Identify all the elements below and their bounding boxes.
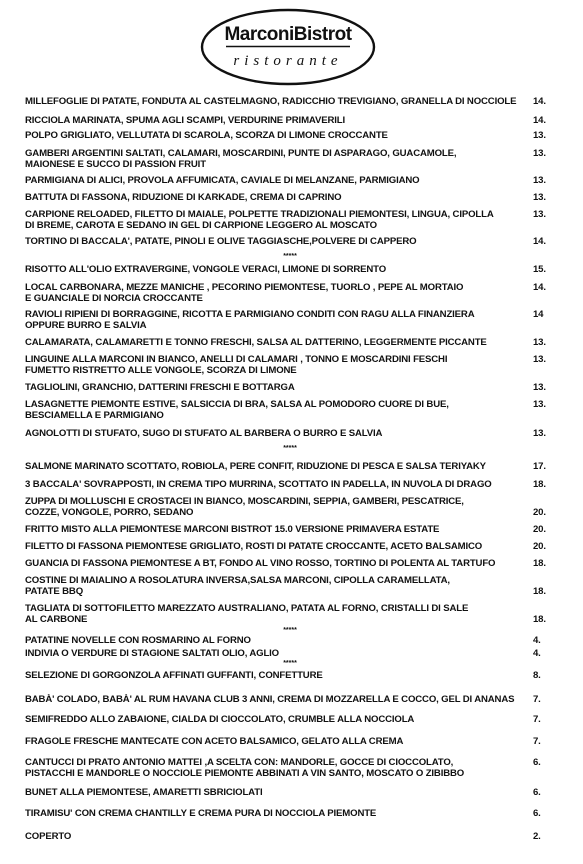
- dish-name: GUANCIA DI FASSONA PIEMONTESE A BT, FONDO AL VINO ROSSO, TORTINO DI POLENTA AL TARTUFO: [25, 558, 496, 569]
- dish-name: [25, 757, 530, 779]
- dish-price: 20.: [533, 541, 546, 552]
- dish-price: 13.: [533, 428, 546, 439]
- dish-name: COPERTO: [25, 831, 72, 842]
- menu-item: [25, 757, 561, 779]
- dish-price: 14.: [533, 115, 546, 126]
- dish-name: [25, 354, 530, 376]
- menu-item: [25, 148, 561, 170]
- dish-price: 20.: [533, 507, 546, 518]
- dish-name: [25, 148, 530, 170]
- menu-item: [25, 496, 561, 518]
- dish-price: 18.: [533, 614, 546, 625]
- dish-price: 13.: [533, 354, 546, 365]
- dish-name: TORTINO DI BACCALA', PATATE, PINOLI E OLIVE TAGGIASCHE,POLVERE DI CAPPERO: [25, 236, 417, 247]
- dish-name: RISOTTO ALL'OLIO EXTRAVERGINE, VONGOLE VERACI, LIMONE DI SORRENTO: [25, 264, 387, 275]
- section-separator: *****: [283, 627, 297, 634]
- menu-item: [25, 354, 561, 376]
- dish-name: AGNOLOTTI DI STUFATO, SUGO DI STUFATO AL BARBERA O BURRO E SALVIA: [25, 428, 383, 439]
- dish-price: 6.: [533, 757, 541, 768]
- menu-item: [25, 603, 561, 625]
- dish-name: TIRAMISU' CON CREMA CHANTILLY E CREMA PURA DI NOCCIOLA PIEMONTE: [25, 808, 377, 819]
- dish-line: GAMBERI ARGENTINI SALTATI, CALAMARI, MOSCARDINI, PUNTE DI ASPARAGO, GUACAMOLE,: [25, 148, 457, 159]
- dish-line: COSTINE DI MAIALINO A ROSOLATURA INVERSA,SALSA MARCONI, CIPOLLA CARAMELLATA,: [25, 575, 450, 586]
- dish-price: 13.: [533, 382, 546, 393]
- dish-price: 4.: [533, 648, 541, 659]
- dish-line: ZUPPA DI MOLLUSCHI E CROSTACEI IN BIANCO, MOSCARDINI, SEPPIA, GAMBERI, PESCATRICE,: [25, 496, 464, 507]
- section-separator: *****: [283, 445, 297, 452]
- dish-price: 7.: [533, 736, 541, 747]
- dish-line: FUMETTO RISTRETTO ALLE VONGOLE, SCORZA DI LIMONE: [25, 365, 297, 376]
- dish-line: RAVIOLI RIPIENI DI BORRAGGINE, RICOTTA E PARMIGIANO CONDITI CON RAGU ALLA FINANZIERA: [25, 309, 475, 320]
- dish-price: 2.: [533, 831, 541, 842]
- dish-line: CANTUCCI DI PRATO ANTONIO MATTEI ,A SCELTA CON: MANDORLE, GOCCE DI CIOCCOLATO,: [25, 757, 454, 768]
- dish-price: 13.: [533, 130, 546, 141]
- section-separator: *****: [283, 253, 297, 260]
- dish-line: LOCAL CARBONARA, MEZZE MANICHE , PECORINO PIEMONTESE, TUORLO , PEPE AL MORTAIO: [25, 282, 464, 293]
- dish-name: PATATINE NOVELLE CON ROSMARINO AL FORNO: [25, 635, 251, 646]
- dish-name: [25, 575, 530, 597]
- dish-name: SALMONE MARINATO SCOTTATO, ROBIOLA, PERE CONFIT, RIDUZIONE DI PESCA E SALSA TERIYAKY: [25, 461, 486, 472]
- dish-name: FRITTO MISTO ALLA PIEMONTESE MARCONI BISTROT 15.0 VERSIONE PRIMAVERA ESTATE: [25, 524, 440, 535]
- dish-name: [25, 399, 530, 421]
- dish-name: CALAMARATA, CALAMARETTI E TONNO FRESCHI, SALSA AL DATTERINO, LEGGERMENTE PICCANTE: [25, 337, 487, 348]
- dish-name: [25, 209, 530, 231]
- dish-name: TAGLIOLINI, GRANCHIO, DATTERINI FRESCHI E BOTTARGA: [25, 382, 295, 393]
- dish-price: 18.: [533, 558, 546, 569]
- dish-price: 7.: [533, 714, 541, 725]
- dish-line: PATATE BBQ: [25, 586, 84, 597]
- dish-name: BATTUTA DI FASSONA, RIDUZIONE DI KARKADE, CREMA DI CAPRINO: [25, 192, 342, 203]
- dish-line: PISTACCHI E MANDORLE O NOCCIOLE PIEMONTE ABBINATI A VIN SANTO, MOSCATO O ZIBIBBO: [25, 768, 465, 779]
- dish-line: COZZE, VONGOLE, PORRO, SEDANO: [25, 507, 194, 518]
- dish-name: [25, 603, 530, 625]
- dish-price: 13.: [533, 192, 546, 203]
- dish-line: LINGUINE ALLA MARCONI IN BIANCO, ANELLI DI CALAMARI , TONNO E MOSCARDINI FESCHI: [25, 354, 448, 365]
- dish-price: 15.: [533, 264, 546, 275]
- dish-name: POLPO GRIGLIATO, VELLUTATA DI SCAROLA, SCORZA DI LIMONE CROCCANTE: [25, 130, 388, 141]
- dish-name: [25, 282, 530, 304]
- dish-name: SELEZIONE DI GORGONZOLA AFFINATI GUFFANTI, CONFETTURE: [25, 670, 323, 681]
- menu-item: [25, 399, 561, 421]
- dish-line: E GUANCIALE DI NORCIA CROCCANTE: [25, 293, 203, 304]
- menu-item: [25, 575, 561, 597]
- menu-item: [25, 309, 561, 331]
- dish-name: FRAGOLE FRESCHE MANTECATE CON ACETO BALSAMICO, GELATO ALLA CREMA: [25, 736, 404, 747]
- dish-price: 6.: [533, 808, 541, 819]
- dish-line: BESCIAMELLA E PARMIGIANO: [25, 410, 164, 421]
- menu-item: [25, 209, 561, 231]
- dish-name: INDIVIA O VERDURE DI STAGIONE SALTATI OLIO, AGLIO: [25, 648, 279, 659]
- dish-name: FILETTO DI FASSONA PIEMONTESE GRIGLIATO, ROSTI DI PATATE CROCCANTE, ACETO BALSAMICO: [25, 541, 483, 552]
- dish-line: AL CARBONE: [25, 614, 88, 625]
- dish-name: BABÀ' COLADO, BABÀ' AL RUM HAVANA CLUB 3 ANNI, CREMA DI MOZZARELLA E COCCO, GEL DI ANANAS: [25, 694, 515, 705]
- dish-price: 14: [533, 309, 544, 320]
- dish-price: 14.: [533, 236, 546, 247]
- dish-price: 18.: [533, 586, 546, 597]
- dish-line: LASAGNETTE PIEMONTE ESTIVE, SALSICCIA DI BRA, SALSA AL POMODORO CUORE DI BUE,: [25, 399, 449, 410]
- dish-price: 14.: [533, 96, 546, 107]
- dish-price: 20.: [533, 524, 546, 535]
- dish-line: MAIONESE E SUCCO DI PASSION FRUIT: [25, 159, 206, 170]
- dish-price: 4.: [533, 635, 541, 646]
- dish-name: 3 BACCALA' SOVRAPPOSTI, IN CREMA TIPO MURRINA, SCOTTATO IN PADELLA, IN NUVOLA DI DRAGO: [25, 479, 492, 490]
- dish-name: MILLEFOGLIE DI PATATE, FONDUTA AL CASTELMAGNO, RADICCHIO TREVIGIANO, GRANELLA DI NOCCIOLE: [25, 96, 517, 107]
- dish-line: OPPURE BURRO E SALVIA: [25, 320, 147, 331]
- dish-name: RICCIOLA MARINATA, SPUMA AGLI SCAMPI, VERDURINE PRIMAVERILI: [25, 115, 346, 126]
- brand-tagline: ristorante: [233, 53, 343, 69]
- section-separator: *****: [283, 660, 297, 667]
- dish-price: 6.: [533, 787, 541, 798]
- dish-name: [25, 309, 530, 331]
- dish-price: 13.: [533, 399, 546, 410]
- dish-price: 13.: [533, 337, 546, 348]
- brand-name: MarconiBistrot: [224, 24, 352, 45]
- dish-price: 14.: [533, 282, 546, 293]
- dish-price: 7.: [533, 694, 541, 705]
- dish-name: [25, 496, 530, 518]
- dish-price: 8.: [533, 670, 541, 681]
- dish-price: 17.: [533, 461, 546, 472]
- menu-item: [25, 282, 561, 304]
- dish-line: TAGLIATA DI SOTTOFILETTO MAREZZATO AUSTRALIANO, PATATA AL FORNO, CRISTALLI DI SALE: [25, 603, 469, 614]
- dish-name: PARMIGIANA DI ALICI, PROVOLA AFFUMICATA, CAVIALE DI MELANZANE, PARMIGIANO: [25, 175, 420, 186]
- dish-price: 18.: [533, 479, 546, 490]
- dish-line: CARPIONE RELOADED, FILETTO DI MAIALE, POLPETTE TRADIZIONALI PIEMONTESI, LINGUA, CIPOLLA: [25, 209, 494, 220]
- dish-line: DI BREME, CAROTA E SEDANO IN GEL DI CARPIONE LEGGERO AL MOSCATO: [25, 220, 377, 231]
- dish-price: 13.: [533, 148, 546, 159]
- dish-name: SEMIFREDDO ALLO ZABAIONE, CIALDA DI CIOCCOLATO, CRUMBLE ALLA NOCCIOLA: [25, 714, 415, 725]
- dish-price: 13.: [533, 209, 546, 220]
- dish-name: BUNET ALLA PIEMONTESE, AMARETTI SBRICIOLATI: [25, 787, 263, 798]
- dish-price: 13.: [533, 175, 546, 186]
